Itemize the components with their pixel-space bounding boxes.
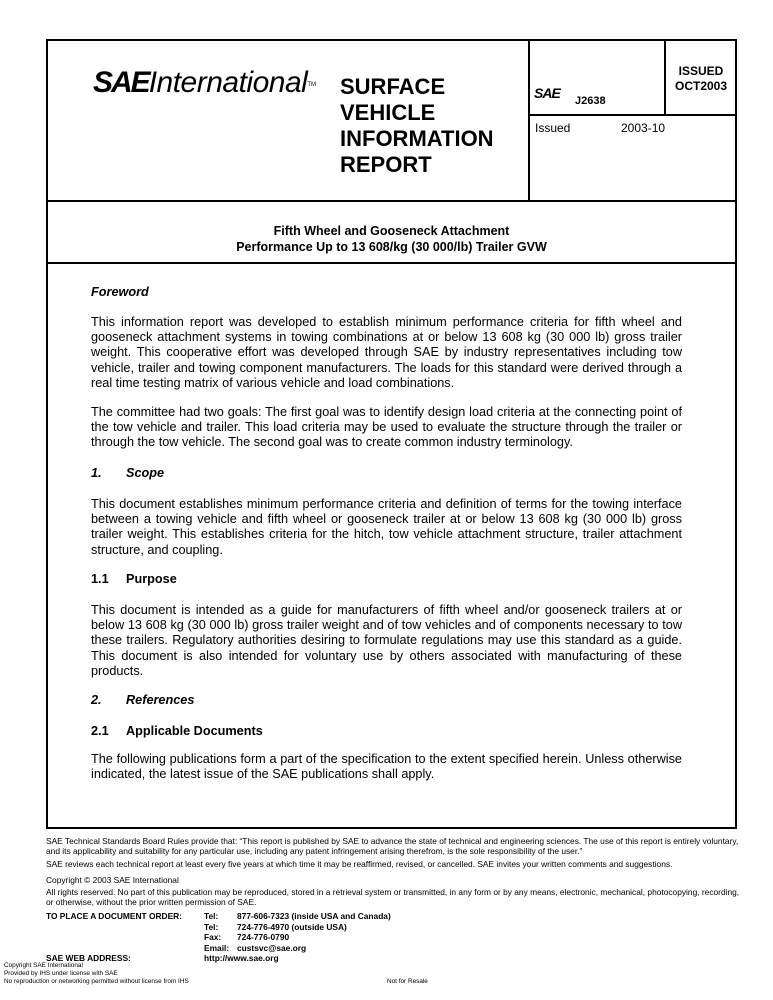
footer-rights: All rights reserved. No part of this publication may be reproduced, stored in a retrieval system or transmitted, in any form or by any means, electronic, mechanical, photocopying, recording, or otherwise, without the prior written permission of SAE. xyxy=(46,887,740,908)
section-1-text: This document establishes minimum performance criteria and definition of terms for the towing interface between a towing vehicle and fifth wheel or gooseneck trailer at or below 13 608 kg (30 000 lb) gross trailer weight. This establishes criteria for the hitch, tow vehicle attachment structure, trailer attachment structure, and coupling. xyxy=(91,497,682,557)
contact-label-1: Tel: xyxy=(204,911,219,921)
footer-copyright: Copyright © 2003 SAE International xyxy=(46,875,179,885)
document-title-line-2: Performance Up to 13 608/kg (30 000/lb) Trailer GVW xyxy=(236,240,547,254)
contact-label-3: Fax: xyxy=(204,932,222,942)
not-for-resale: Not for Resale xyxy=(387,977,428,985)
document-number: J2638 xyxy=(575,95,606,107)
watermark-line-1: Copyright SAE International xyxy=(4,962,83,969)
watermark-line-3: No reproduction or networking permitted without license from IHS xyxy=(4,977,189,985)
header-divider xyxy=(46,200,737,202)
section-1-title: Scope xyxy=(126,466,165,480)
issued-label: Issued xyxy=(535,121,571,135)
section-2-number: 2. xyxy=(91,693,102,707)
foreword-paragraph-1: This information report was developed to establish minimum performance criteria for fifth wheel and gooseneck attachment systems in towing combinations at or below 13 608 kg (30 000 lb) gross trailer weight. This cooperative effort was developed through SAE by industry representatives including tow vehicle, trailer and towing component manufacturers. The loads for this standard were derived through a real time testing matrix of various vehicle and load combinations. xyxy=(91,315,682,390)
issued-date: 2003-10 xyxy=(621,121,666,135)
contact-label-2: Tel: xyxy=(204,921,219,932)
footer-review: SAE reviews each technical report at least every five years at which time it may be reaffirmed, revised, or cancelled. SAE invites your written comments and suggestions. xyxy=(46,859,673,869)
header-vline-1 xyxy=(528,39,530,202)
foreword-heading: Foreword xyxy=(91,285,149,299)
section-1-number: 1. xyxy=(91,466,102,480)
contact-value-1: 877-606-7323 (inside USA and Canada) xyxy=(237,911,391,921)
section-1-1-title: Purpose xyxy=(126,572,177,586)
header-hline-issued xyxy=(528,114,737,116)
doc-type-line-1: SURFACE xyxy=(340,74,446,99)
section-1-1-number: 1.1 xyxy=(91,572,109,586)
sae-international-logo: SAEInternational™ xyxy=(93,66,316,99)
title-divider xyxy=(46,262,737,264)
section-2-title: References xyxy=(126,693,195,707)
contact-value-4: custsvc@sae.org xyxy=(237,942,307,953)
section-2-1-title: Applicable Documents xyxy=(126,724,263,738)
doc-type-line-3: INFORMATION xyxy=(340,126,494,151)
footer-rules: SAE Technical Standards Board Rules provide that: “This report is published by SAE to advance the state of technical and engineering sciences. The use of this report is entirely voluntary, and its applicability and suitability for any particular use, including any patent infringement arising therefrom, is the sole responsibility of the user.” xyxy=(46,836,739,857)
contact-value-2: 724-776-4970 (outside USA) xyxy=(237,921,347,932)
contact-label-4: Email: xyxy=(204,942,230,953)
issued-stamp-line-1: ISSUED xyxy=(678,64,724,78)
foreword-paragraph-2: The committee had two goals: The first goal was to identify design load criteria at the connecting point of the tow vehicle and trailer. This load criteria may be used to evaluate the structure through the trailer or through the tow vehicle. The second goal was to create common industry terminology. xyxy=(91,405,682,450)
doc-type-line-2: VEHICLE xyxy=(340,100,436,125)
contact-value-3: 724-776-0790 xyxy=(237,932,290,942)
document-type xyxy=(340,74,494,178)
doc-type-line-4: REPORT xyxy=(340,152,432,177)
web-address-link[interactable]: http://www.sae.org xyxy=(204,953,279,963)
issued-stamp xyxy=(668,64,734,94)
section-2-1-number: 2.1 xyxy=(91,724,109,738)
section-1-1-text: This document is intended as a guide for manufacturers of fifth wheel and/or gooseneck trailers at or below 13 608 kg (30 000 lb) gross trailer weight and of tow vehicles and of components necessary to tow these trailers. Regulatory authorities desiring to formulate regulations may use this standard as a guide. This document is also intended for voluntary use by others associated with manufacturing of these products. xyxy=(91,603,682,678)
order-label: TO PLACE A DOCUMENT ORDER: xyxy=(46,911,183,921)
document-title-line-1: Fifth Wheel and Gooseneck Attachment xyxy=(273,224,510,238)
issued-stamp-line-2: OCT2003 xyxy=(674,79,728,93)
watermark-line-2: Provided by IHS under license with SAE xyxy=(4,969,118,977)
section-2-1-text: The following publications form a part of the specification to the extent specified herein. Unless otherwise indicated, the latest issue of the SAE publications shall apply. xyxy=(91,752,682,782)
sae-small-logo: SAE xyxy=(534,85,560,101)
header-vline-2 xyxy=(664,39,666,115)
web-label: SAE WEB ADDRESS: xyxy=(46,953,131,963)
